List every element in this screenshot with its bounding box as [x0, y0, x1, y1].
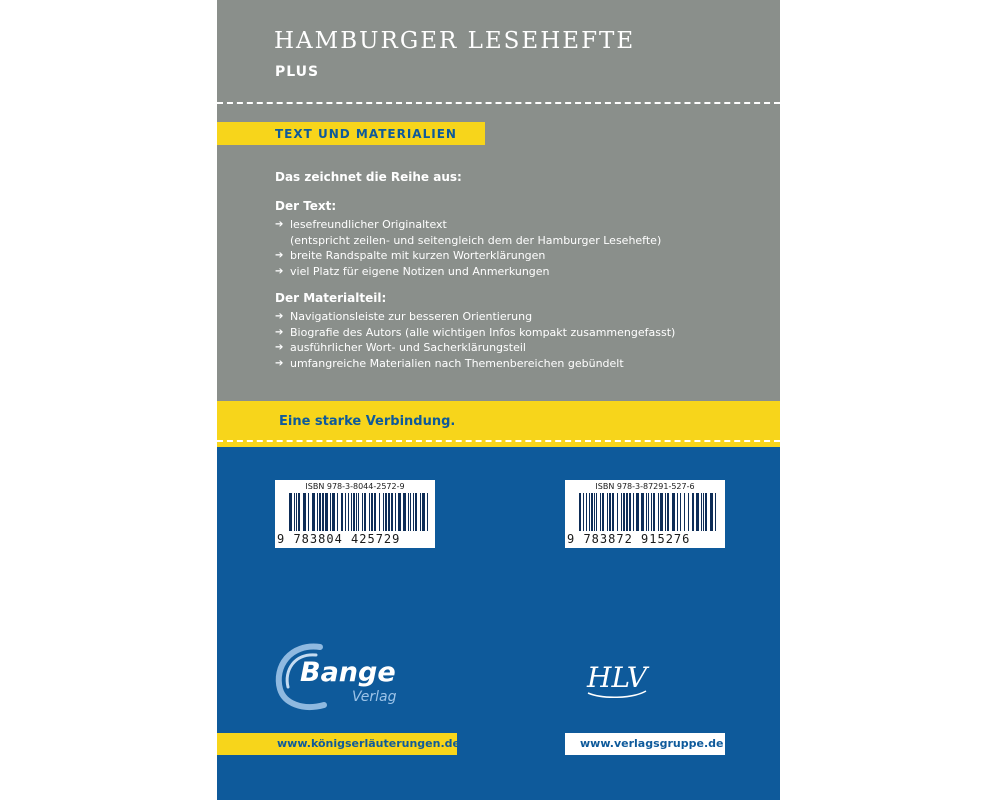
- arrow-icon: ➔: [275, 326, 284, 338]
- barcode-right: [565, 480, 725, 548]
- section-tab-label: TEXT UND MATERIALIEN: [275, 127, 457, 141]
- arrow-icon: ➔: [275, 311, 284, 322]
- material-section-heading: Der Materialteil:: [275, 291, 387, 305]
- bange-verlag-logo: [272, 639, 432, 714]
- list-item: ➔ viel Platz für eigene Notizen und Anmerkungen: [275, 264, 550, 278]
- barcode-bars-icon: [289, 493, 430, 531]
- hlv-monogram-icon: [582, 653, 652, 703]
- verlagsgruppe-url-bar: [565, 733, 725, 755]
- slogan-text: Eine starke Verbindung.: [279, 414, 456, 429]
- list-item: ➔ umfangreiche Materialien nach Themenbereichen gebündelt: [275, 356, 624, 370]
- bange-logo-name: Bange: [300, 657, 396, 688]
- book-back-cover: [217, 0, 780, 800]
- ean-digits: 9 783804 425729: [277, 532, 401, 546]
- section-tab: [217, 122, 485, 145]
- slogan-band: [217, 401, 780, 447]
- cover-top-panel: [217, 0, 780, 401]
- arrow-icon: ➔: [275, 342, 284, 353]
- isbn-label: ISBN 978-3-8044-2572-9: [305, 482, 405, 491]
- barcode-bars-icon: [579, 493, 720, 531]
- text-section-heading: Der Text:: [275, 199, 337, 213]
- series-subtitle: PLUS: [275, 64, 320, 80]
- bange-logo-sub: Verlag: [352, 689, 397, 705]
- material-feature-list: [275, 309, 765, 371]
- feature-description: [275, 170, 765, 383]
- list-item: ➔ ausführlicher Wort- und Sacherklärungsteil: [275, 341, 526, 354]
- bange-url-bar: [217, 733, 460, 755]
- verlagsgruppe-url-link[interactable]: www.verlagsgruppe.de: [580, 737, 724, 750]
- intro-text: Das zeichnet die Reihe aus:: [275, 170, 462, 184]
- dashed-divider-top: [217, 102, 780, 104]
- arrow-icon: ➔: [275, 219, 284, 230]
- barcode-left: [275, 480, 435, 548]
- series-title: HAMBURGER LESEHEFTE: [274, 28, 636, 54]
- arrow-icon: ➔: [275, 250, 284, 261]
- svg-text:HLV: HLV: [587, 661, 647, 694]
- arrow-icon: ➔: [275, 357, 284, 369]
- arrow-icon: ➔: [275, 265, 284, 277]
- text-feature-list: [275, 217, 765, 279]
- list-item: ➔ Navigationsleiste zur besseren Orientierung: [275, 310, 533, 323]
- dashed-divider-bottom: [217, 440, 780, 442]
- list-item: ➔ lesefreundlicher Originaltext (entspricht zeilen- und seitengleich dem der Hamburger Lesehefte): [275, 218, 662, 247]
- hlv-logo: [582, 653, 652, 703]
- list-item: ➔ breite Randspalte mit kurzen Worterklärungen: [275, 249, 546, 262]
- bange-url-link[interactable]: www.königserläuterungen.de: [277, 737, 460, 750]
- cover-bottom-panel: [217, 447, 780, 800]
- list-item: ➔ Biografie des Autors (alle wichtigen Infos kompakt zusammengefasst): [275, 325, 676, 339]
- isbn-label: ISBN 978-3-87291-527-6: [595, 482, 695, 491]
- ean-digits: 9 783872 915276: [567, 532, 691, 546]
